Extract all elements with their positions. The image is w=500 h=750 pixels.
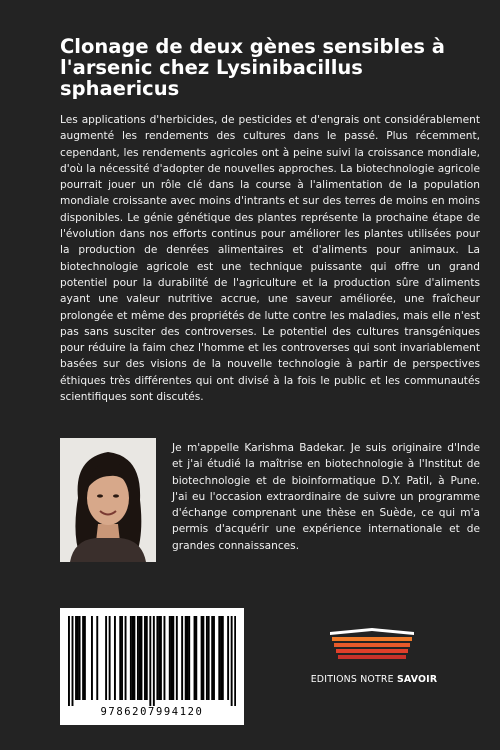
barcode-bar <box>208 616 210 700</box>
barcode-bar <box>222 616 224 700</box>
barcode-bar <box>84 616 86 700</box>
barcode-bar <box>146 616 148 700</box>
isbn-barcode <box>60 608 244 725</box>
barcode-bar <box>185 616 187 700</box>
barcode-bar <box>149 616 151 706</box>
barcode-bar <box>163 616 165 700</box>
barcode-bar <box>218 616 220 700</box>
barcode-bar <box>213 616 215 700</box>
barcode-bar <box>82 616 84 700</box>
stacked-books-logo-icon <box>318 626 426 662</box>
author-photo <box>60 438 156 562</box>
barcode-bar <box>227 616 229 700</box>
barcode-bar <box>211 616 213 700</box>
barcode-bar <box>125 616 127 700</box>
barcode-bar <box>195 616 197 700</box>
barcode-bar <box>160 616 162 700</box>
barcode-bar <box>96 616 98 700</box>
barcode-bar <box>181 616 183 700</box>
barcode-bar <box>133 616 135 700</box>
barcode-bar <box>176 616 178 700</box>
barcode-bar <box>153 616 155 706</box>
barcode-bars <box>68 616 236 706</box>
barcode-bar <box>109 616 111 700</box>
publisher-logo <box>318 626 426 662</box>
barcode-bar <box>186 616 188 700</box>
barcode-bar <box>72 616 74 706</box>
publisher-name-bold: SAVOIR <box>396 674 438 685</box>
barcode-bar <box>137 616 139 700</box>
barcode-bar <box>119 616 121 700</box>
barcode-bar <box>91 616 93 700</box>
barcode-bar <box>188 616 190 700</box>
barcode-bar <box>77 616 79 700</box>
barcode-bar <box>169 616 171 700</box>
publisher-name <box>294 674 454 685</box>
barcode-bar <box>141 616 143 700</box>
barcode-bar <box>105 616 107 700</box>
barcode-bar <box>158 616 160 700</box>
barcode-bar <box>79 616 81 700</box>
barcode-bar <box>220 616 222 700</box>
barcode-bar <box>171 616 173 700</box>
barcode-bar <box>206 616 208 700</box>
barcode-bar <box>231 616 233 706</box>
barcode-bar <box>144 616 146 700</box>
publisher-name-prefix: EDITIONS NOTRE <box>310 674 397 685</box>
barcode-bar <box>172 616 174 700</box>
barcode-bar <box>75 616 77 700</box>
barcode-bar <box>68 616 70 706</box>
author-bio: Je m'appelle Karishma Badekar. Je suis originaire d'Inde et j'ai étudié la maîtrise en biotechnologie à l'Institut de biotechnologie et de bioinformatique D.Y. Patil, à Pune. J'ai eu l'occasion extraordinaire de suivre un programme d'échange comprenant une thèse en Suède, ce qui m'a permis d'acquérir une expérience internationale et de grandes connaissances. <box>172 442 480 552</box>
barcode-bar <box>194 616 196 700</box>
barcode-bar <box>121 616 123 700</box>
barcode-bar <box>130 616 132 700</box>
barcode-bar <box>114 616 116 700</box>
barcode-bar <box>234 616 236 706</box>
barcode-bar <box>202 616 204 700</box>
barcode-bar <box>132 616 134 700</box>
book-abstract: Les applications d'herbicides, de pesticides et d'engrais ont considérablement augmenté les rendements des cultures dans le passé. Plus récemment, cependant, les rendements agricoles ont à peine suivi la croissance mondiale, d'où la nécessité d'adopter de nouvelles approches. La biotechnologie agricole pourrait jouer un rôle clé dans la course à l'alimentation de la population mondiale croissante avec moins d'intrants et sur des terres de moins en moins disponibles. Le génie génétique des plantes représente la prochaine étape de l'évolution dans nos efforts continus pour améliorer les plantes utilisées pour la production de denrées alimentaires et d'aliments pour animaux. La biotechnologie agricole est une technique puissante qui offre un grand potentiel pour la durabilité de l'agriculture et la production sûre d'aliments ayant une valeur nutritive accrue, une saveur améliorée, une fraîcheur prolongée et même des propriétés de lutte contre les maladies, mais elle n'est pas sans susciter des controverses. Le potentiel des cultures transgéniques pour réduire la faim chez l'homme et les controverses qui sont invariablement basées sur des visions de la nouvelle technologie à partir de perspectives éthiques très différentes qui ont divisé à la fois le public et les communautés scientifiques sont discutés. <box>60 114 480 404</box>
barcode-bar <box>156 616 158 700</box>
barcode-bar <box>201 616 203 700</box>
barcode-bar <box>139 616 141 700</box>
book-title: Clonage de deux gènes sensibles à l'arsenic chez Lysinibacillus sphaericus <box>60 35 445 100</box>
isbn-number: 9786207994120 <box>100 706 204 718</box>
